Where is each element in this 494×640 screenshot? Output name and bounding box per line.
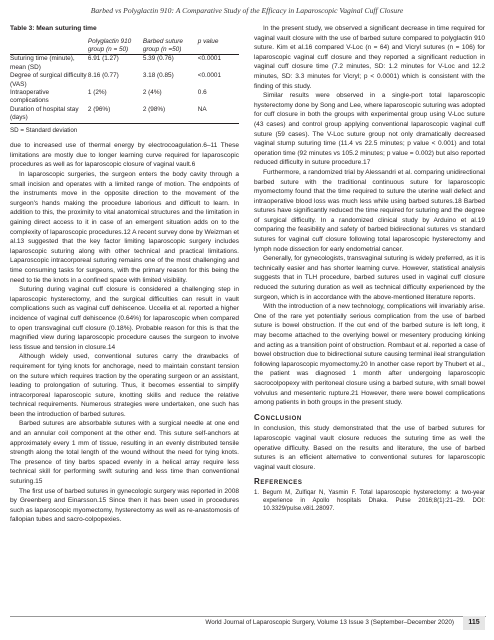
body-paragraph: Barbed sutures are absorbable sutures with a surgical needle at one end and an annular coil component at the other end. This suture self-anchors at approximately every 1 mm of tissue, resulting in an evenly distributed tensile strength along the total length of the wound without the need for tying knots. The presence of tiny barbs spaced evenly in a helical array require less technical skill for performing swift suturing and less time than conventional suturing.15 [10, 420, 239, 486]
table-header-cell: Barbed suture group (n =50) [142, 37, 183, 53]
footer-divider [10, 616, 486, 617]
conclusion-paragraph: In conclusion, this study demonstrated that the use of barbed sutures for laparoscopic vaginal vault closure reduces the suturing time as well the operative difficulty. Based on the results and literature, the use of barbed sutures is an efficient alternative to conventional sutures for laparoscopic vaginal vault closure. [254, 425, 485, 471]
table-header-cell: Polyglactin 910 group (n = 50) [87, 37, 132, 53]
body-paragraph: Generally, for gynecologists, transvaginal suturing is widely preferred, as it is technically easier and has shorter learning curve. However, statistical analysis suggests that in TLH procedure, barbed sutures used in vaginal cuff closure reduced the suturing duration as well as technical difficulty experienced by the surgeon, which is in accordance with the above-mentioned literature reports. [254, 255, 485, 301]
table-cell: 8.16 (0.77) [87, 72, 119, 80]
table-cell: 2 (4%) [142, 89, 162, 97]
reference-item: 1. Begum M, Zulfiqar N, Yasmin F. Total laparoscopic hysterectomy: a two-year experience in Apollo hospitals Dhaka. Pulse 2016;8(1):21–29. DOI: 10.3329/pulse.v8i1.28097. [254, 488, 485, 512]
left-column [10, 24, 239, 525]
body-paragraph: Suturing during vaginal cuff closure is considered a challenging step in laparoscopic hysterectomy, and the surgical difficulties can result in vault complications such as vaginal cuff dehiscence. Uccella et al. reported a higher incidence of vaginal cuff dehiscence (0.64%) for laparoscopic when compared to open transvaginal cuff closure (0.18%). Probable reason for this is that the magnified view during laparoscopic procedure causes the surgeon to involve less tissue and tension in closure.14 [10, 286, 239, 351]
body-paragraph: In the present study, we observed a significant decrease in time required for vaginal vault closure with the use of barbed suture compared to polyglactin 910 suture. Kim et al.16 compared V-Loc (n = 64) and Vicryl sutures (n = 106) for laparoscopic vaginal cuff closure and they reported a significant reduction in vaginal cuff closure time (7.2 minutes, SD: 1.2 minutes for V-Loc and 12.2 minutes, SD: 3.3 minutes for Vicryl; p < 0.0001) which is consistent with the finding of this study. [254, 25, 485, 90]
table-cell: 2 (98%) [142, 105, 166, 113]
running-header: Barbed vs Polyglactin 910: A Comparative Study of the Efficacy in Laparoscopic Vaginal Cuff Closure [90, 6, 404, 15]
body-paragraph: due to increased use of thermal energy by electrocoagulation.6–11 These limitations are mostly due to longer learning curve required for laparoscopic procedures as well as for laparoscopic closure of vaginal vault.6 [10, 142, 239, 169]
table-header-cell: p value [197, 37, 219, 45]
table-cell: Intraoperative complications [10, 89, 50, 105]
table-cell: 1 (2%) [87, 89, 107, 97]
body-paragraph: In laparoscopic surgeries, the surgeon enters the body cavity through a small incision and operates with a limited range of motion. The endpoints of the instruments move in the opposite direction to the movement of the surgeon's hands making the procedure laborious and difficult to learn. In addition to this, the proximity to vital anatomical structures and the limitation in gaining direct access to it in case of an emergent situation adds on to the complexity of laparoscopic procedures.12 A recent survey done by Weizman et al.13 suggested that the key factor limiting laparoscopic surgery includes laparoscopic suturing along with other technical and practical limitations. Laparoscopic intracorporeal suturing remains one of the most challenging and time consuming tasks for surgeons, with the primary reason for this being the need to tie the knots in a confined space with limited visibility. [10, 171, 239, 284]
table-row [10, 89, 239, 106]
body-paragraph: With the introduction of a new technology, complications will invariably arise. One of the rare yet potentially serious complication from the use of barbed suture is bowel obstruction. If the cut end of the barbed suture is left long, it may become attached to the overlying bowel or mesentery producing kinking and acting as a transition point of obstruction. Rombaut et al. reported a case of bowel obstruction due to bidirectional suture causing terminal ileal strangulation following laparoscopic myomectomy.20 In another case report by Thubert et al., the patient was diagnosed 1 month after undergoing laparoscopic sacrocolpopexy with peritoneal closure using a barbed suture, with small bowel volvulus and mesenteric rupture.21 However, there were bowel complications among patients in both groups in the present study. [254, 303, 485, 407]
table-cell: <0.0001 [197, 55, 222, 63]
table-cell: Duration of hospital stay (days) [10, 105, 79, 122]
body-paragraph: Furthermore, a randomized trial by Alessandri et al. comparing unidirectional barbed suture with the traditional continuous suture for laparoscopic myomectomy found that the time required to suture the uterine wall defect and intraoperative blood loss was much less while using barbed sutures.18 Barbed sutures have significantly reduced the time required for suturing and the degree of surgical difficulty. In a randomized clinical study by Arduino et al.19 comparing the feasibility and safety of barbed bidirectional sutures vs standard sutures for vaginal cuff closure following total laparoscopic hysterectomy and lymph node dissection for early endometrial cancer. [254, 168, 485, 253]
table-caption: Table 3: Mean suturing time [10, 25, 97, 32]
table-header-cell [10, 38, 88, 55]
table-row [10, 55, 239, 72]
conclusion-heading: Conclusion [254, 412, 302, 422]
right-column [254, 24, 485, 513]
page-number: 115 [463, 616, 485, 630]
table-cell: 3.18 (0.85) [142, 72, 174, 80]
table-cell: NA [197, 105, 207, 113]
table-cell: 0.6 [197, 89, 207, 97]
table-cell: Suturing time (minute), mean (SD) [10, 55, 75, 71]
table-cell: 6.91 (1.27) [87, 55, 119, 63]
table-cell: <0.0001 [197, 72, 222, 80]
table-row [10, 106, 239, 123]
table-cell: 2 (96%) [87, 105, 111, 113]
table-cell: Degree of surgical difficulty (VAS) [10, 72, 87, 88]
references-heading: References [254, 477, 303, 487]
table-row [10, 72, 239, 89]
table-footnote: SD = Standard deviation [10, 126, 78, 134]
body-paragraph: The first use of barbed sutures in gynecologic surgery was reported in 2008 by Greenberg and Einarsson.15 Since then it has been used in procedures such as laparoscopic myomectomy, hysterectomy as well as re-anastomosis of fallopian tubes and sacro-colpopexies. [10, 487, 239, 524]
body-paragraph: Although widely used, conventional sutures carry the drawbacks of requirement for tying knots for anchorage, need to maintain constant tension on the suture which requires traction by the operating surgeon or an assistant, leading to prolongation of suturing. Thus, it becomes essential to simplify intracorporeal laparoscopic suture, knotting skills and reduce the relative technical requirements. Numerous strategies were undertaken, one such has been the introduction of barbed sutures. [10, 353, 239, 418]
body-paragraph: Similar results were observed in a single-port total laparoscopic hysterectomy done by Song and Lee, where laparoscopic suturing was adopted for cuff closure in both the groups with experimental group using V-Loc suture (43 cases) and control group applying conventional laparoscopic vaginal cuff suture (59 cases). The V-Loc suture group not only dramatically decreased vaginal stump suturing time (11.4 vs 22.5 minutes; p value < 0.001) and total operation time (92 minutes vs 105.2 minutes; p value = 0.002) but also reported reduced difficulty in suture procedure.17 [254, 92, 485, 167]
mean-suturing-time-table [10, 38, 239, 124]
table-header-row [10, 38, 239, 55]
table-cell: 5.39 (0.76) [142, 55, 174, 63]
journal-footer: World Journal of Laparoscopic Surgery, Volume 13 Issue 3 (September–December 2020) [205, 619, 454, 626]
